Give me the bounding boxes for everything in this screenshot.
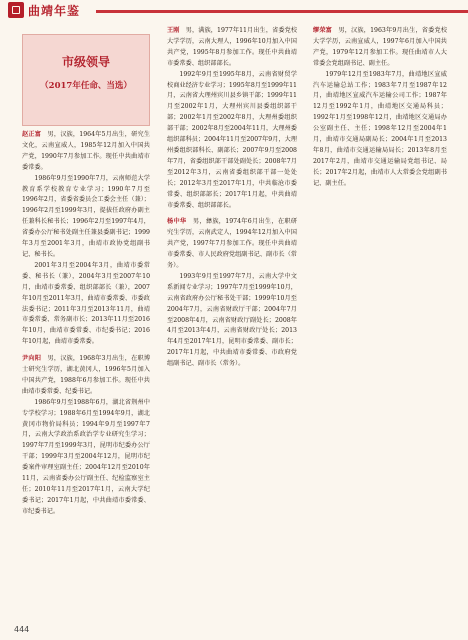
column-2 xyxy=(167,26,297,370)
column-1 xyxy=(22,26,150,518)
bio-summary: 男，彝族，1974年6月出生，在职研究生学历，云南武定人，1994年12月加入中国共产党，1997年7月参加工作。现任中共曲靖市委常委、市人民政府党组副书记、副市长（常务）。 xyxy=(167,218,298,270)
bio-entry xyxy=(313,26,447,190)
bio-entry xyxy=(167,217,297,370)
column-3 xyxy=(313,26,447,190)
bio-name: 王刚 xyxy=(167,27,180,34)
bio-name: 杨中华 xyxy=(167,218,187,226)
section-subtitle: （2017年任命、当选） xyxy=(40,81,132,91)
bio-entry xyxy=(22,130,150,348)
bio-name: 尹向阳 xyxy=(22,355,42,363)
bio-entry xyxy=(167,26,297,211)
bio-name: 赵正富 xyxy=(22,131,42,138)
bio-name: 缪荣富 xyxy=(313,27,333,34)
section-heading-box xyxy=(22,34,150,126)
bio-paragraph: 1992年9月至1995年8月，云南省财贸学校商业经济专业学习；1995年8月至1999年11月，云南省大理州宾川县乡镇干部；1999年11月至2002年1月，大理州宾川县委组织部干部；2002年1月至2002年8月，大理州委组织部干部；2002年8月至2004年11月，大理州委组织部科员；2004年11月至2007年9月，大理州委组织部科长、副部长；2007年9月至2008年7月，省委组织部干部处副处长；2008年7月至2012年3月，云南省委组织部干部一处处长；2012年3月至2017年1月，中共临沧市委常委、组织部部长；2017年1月起，中共曲靖市委常委、组织部部长。 xyxy=(167,70,297,209)
page-header xyxy=(0,0,468,24)
bio-paragraph: 1979年12月至1983年7月，曲靖地区宣威汽车运输总站工作；1983年7月至1987年12月，曲靖地区宣威汽车运输公司工作；1987年12月至1992年1月，曲靖地区交通局科员；1992年1月至1998年12月，曲靖地区交通局办公室副主任、主任；1998年12月至2004年1月，曲靖市交通局副局长；2004年1月至2013年8月，曲靖市交通运输局局长；2013年8月至2017年2月，曲靖市交通运输局党组书记、局长；2017年2月起，曲靖市人大常委会党组副书记、副主任。 xyxy=(313,70,447,187)
bio-summary: 男，汉族，1968年3月出生，在职博士研究生学历，湖北黄冈人，1996年5月加入中国共产党，1988年6月参加工作。现任中共曲靖市委常委、纪委书记。 xyxy=(22,355,151,395)
section-title: 市级领导 xyxy=(61,55,110,69)
bio-summary: 男，汉族，1964年5月出生，研究生文化，云南宣威人，1985年12月加入中国共产党，1990年7月参加工作。现任中共曲靖市委常委。 xyxy=(22,131,151,171)
bio-entry xyxy=(22,354,150,518)
bio-summary: 男，汉族，1963年9月出生，省委党校大学学历，云南宣威人，1997年6月加入中国共产党，1979年12月参加工作。现任曲靖市人大常委会党组副书记、副主任。 xyxy=(313,27,448,67)
bio-summary: 男，满族，1977年11月出生，省委党校大学学历，云南大理人，1996年10月加入中国共产党，1995年8月参加工作。现任中共曲靖市委常委、组织部部长。 xyxy=(167,27,298,67)
page-number: 444 xyxy=(14,625,30,634)
bio-paragraph: 1993年9月至1997年7月，云南大学中文系新闻专业学习；1997年7月至1999年10月，云南省政府办公厅秘书处干部；1999年10月至2004年7月，云南省财政厅干部；2004年7月至2008年4月，云南省财政厅副处长；2008年4月至2013年4月，云南省财政厅处长；2013年4月至2017年1月，昆明市委常委、副市长；2017年1月起，中共曲靖市委常委、市政府党组副书记、副市长（常务）。 xyxy=(167,272,297,368)
yearbook-logo-icon xyxy=(8,2,24,18)
bio-paragraph: 2001年3月至2004年3月，曲靖市委常委、秘书长（兼），2004年3月至2007年10月，曲靖市委常委、组织部部长（兼），2007年10月至2011年3月，曲靖市委常委、市委政法委书记；2011年3月至2013年11月，曲靖市委常委、常务副市长；2013年11月至2016年10月，曲靖市委常委、市纪委书记；2016年10月起，曲靖市委常委。 xyxy=(22,261,150,346)
bio-paragraph: 1986年9月至1990年7月，云南师范大学教育系学校教育专业学习；1990年7月至1996年2月，省委省委员会工委会主任（兼）；1996年2月至1999年3月，提拔任政府办副主任兼科长秘书长；1996年2月至1997年4月，省委办公厅秘书处副主任兼县委副书记；1999年3月至2001年3月，曲靖市政协党组副书记、秘书长。 xyxy=(22,174,150,258)
bio-paragraph: 1986年9月至1988年6月，湖北省荆州中专学校学习；1988年6月至1994年9月，湖北黄冈市物价局科员；1994年9月至1997年7月，云南大学政治系政治学专业研究生学习；1997年7月至1999年3月，昆明市纪委办公厅干部；1999年3月至2004年12月，昆明市纪委案件审理室副主任；2004年12月至2010年11月，云南省委办公厅副主任、纪检监察室主任；2010年11月至2017年1月，云南大学纪委书记；2017年1月起，中共曲靖市委常委、市纪委书记。 xyxy=(22,398,150,515)
yearbook-title: 曲靖年鉴 xyxy=(28,4,81,18)
header-divider xyxy=(96,10,468,13)
